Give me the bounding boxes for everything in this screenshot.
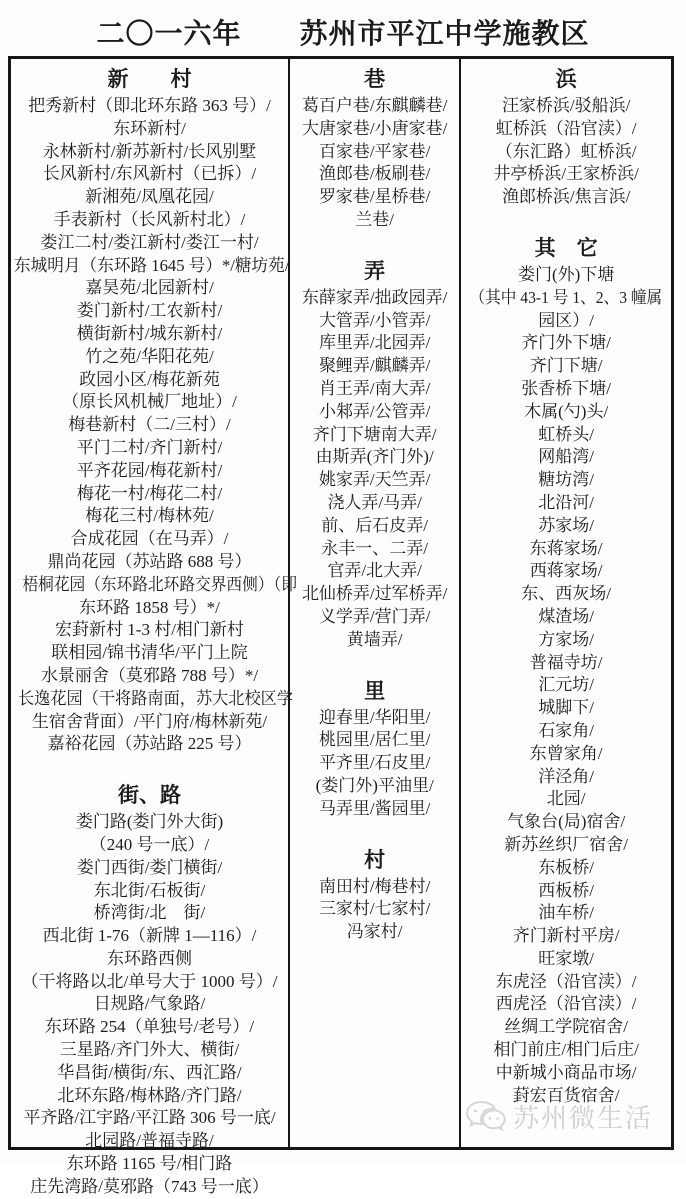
entry-line: 政园小区/梅花新苑 bbox=[79, 369, 220, 389]
entry-line: 宏葑新村 1-3 村/相门新村 bbox=[55, 620, 244, 640]
entry-line: 东环新村/ bbox=[113, 118, 186, 138]
entry-line: 城脚下/ bbox=[538, 698, 595, 718]
entry-line: 平齐花园/梅花新村/ bbox=[76, 460, 223, 480]
entry-line: 姚家弄/天竺弄/ bbox=[318, 470, 431, 490]
entry-line: 小邾弄/公管弄/ bbox=[318, 401, 431, 421]
entry-line: 迎春里/华阳里/ bbox=[318, 707, 431, 727]
entry-line: 桃园里/居仁里/ bbox=[318, 730, 431, 750]
entry-line: 东北街/石板街/ bbox=[93, 880, 206, 900]
entry-line: 手表新村（长风新村北）/ bbox=[53, 209, 246, 229]
entry-line: 齐门下塘南大弄/ bbox=[312, 424, 437, 444]
entry-line: 西板桥/ bbox=[538, 880, 595, 900]
section-header: 巷 bbox=[364, 67, 386, 91]
entry-line: 北沿河/ bbox=[538, 492, 595, 512]
entry-line: 华昌街/横街/东、西汇路/ bbox=[57, 1062, 242, 1082]
entry-line: 丝绸工学院宿舍/ bbox=[504, 1017, 629, 1037]
entry-line: 三家村/七家村/ bbox=[318, 899, 431, 919]
entry-line: 长风新村/东风新村（已拆）/ bbox=[42, 164, 257, 184]
entry-line: 相门前庄/相门后庄/ bbox=[493, 1040, 639, 1060]
watermark bbox=[465, 1098, 653, 1135]
entry-line: （东汇路）虹桥浜/ bbox=[495, 141, 637, 161]
entry-line: (娄门外)平油里/ bbox=[315, 775, 434, 795]
entry-line: 齐门下塘/ bbox=[529, 356, 603, 376]
section bbox=[11, 66, 298, 756]
section-header: 其 它 bbox=[534, 235, 598, 260]
entry-line: 方家场/ bbox=[538, 629, 595, 649]
entry-line: 渔郎桥浜/焦言浜/ bbox=[501, 187, 631, 207]
entry-line: 虹桥浜（沿官渎）/ bbox=[495, 118, 637, 138]
entry-line: 东曾家角/ bbox=[529, 743, 603, 763]
entry-line: 肖王弄/南大弄/ bbox=[318, 378, 431, 398]
section-header: 街、路 bbox=[118, 783, 181, 808]
entry-line: 苏家场/ bbox=[538, 515, 595, 535]
entry-line: 网船湾/ bbox=[538, 447, 595, 467]
entry-line: 园区）/ bbox=[538, 310, 595, 330]
entry-line: 渔郎巷/板刷巷/ bbox=[318, 164, 431, 184]
entry-line: 东蒋家场/ bbox=[529, 538, 603, 558]
entry-line: 日规路/气象路/ bbox=[93, 994, 206, 1014]
section bbox=[461, 235, 671, 1107]
school-district-table bbox=[8, 56, 674, 1196]
entry-line: 把秀新村（即北环东路 363 号）/ bbox=[28, 96, 271, 115]
table-column-xiang-long-li-cun bbox=[288, 59, 461, 1147]
section bbox=[11, 782, 288, 1199]
entry-line: 北仙桥弄/过军桥弄/ bbox=[301, 584, 448, 604]
entry-line: 东环路 1165 号/相门路 bbox=[66, 1154, 233, 1174]
entry-line: 罗家巷/星桥巷/ bbox=[318, 187, 431, 207]
entry-line: （干将路以北/单号大于 1000 号）/ bbox=[21, 971, 278, 991]
entry-line: 嘉裕花园（苏站路 225 号） bbox=[47, 734, 252, 754]
entry-line: 东、西灰场/ bbox=[521, 584, 612, 604]
section bbox=[290, 66, 459, 232]
entry-line: 娄门新村/工农新村/ bbox=[76, 301, 223, 321]
section-header: 新 村 bbox=[107, 67, 192, 91]
entry-line: 娄门(外)下塘 bbox=[518, 264, 615, 284]
entry-line: 东虎泾（沿官渎）/ bbox=[495, 971, 637, 991]
entry-line: 长逸花园（干将路南面，苏大北校区学 bbox=[18, 688, 293, 708]
page-title: 二〇一六年 苏州市平江中学施教区 bbox=[96, 19, 590, 50]
entry-line: 永林新村/新苏新村/长风别墅 bbox=[42, 141, 257, 161]
entry-line: 西北街 1-76（新牌 1—116）/ bbox=[42, 926, 257, 946]
entry-line: 黄墙弄/ bbox=[346, 629, 403, 649]
section bbox=[461, 66, 671, 209]
entry-line: 虹桥头/ bbox=[538, 424, 595, 444]
section bbox=[290, 678, 459, 821]
entry-line: 前、后石皮弄/ bbox=[321, 515, 429, 535]
entry-line: 三星路/齐门外大、横街/ bbox=[59, 1040, 240, 1060]
watermark-label: 苏州微生活 bbox=[512, 1103, 653, 1133]
entry-line: 煤渣场/ bbox=[538, 606, 595, 626]
entry-line: 梧桐花园（东环路北环路交界西侧）（即 bbox=[22, 574, 298, 594]
entry-line: 浇人弄/马弄/ bbox=[327, 492, 422, 512]
entry-line: 东环路 254（单独号/老号）/ bbox=[44, 1017, 255, 1037]
entry-line: 洋泾角/ bbox=[538, 766, 595, 786]
entry-line: 西虎泾（沿官渎）/ bbox=[495, 994, 637, 1014]
entry-line: 义学弄/营门弄/ bbox=[318, 606, 431, 626]
entry-line: 永丰一、二弄/ bbox=[321, 538, 429, 558]
entry-line: 平门二村/齐门新村/ bbox=[76, 437, 223, 457]
section-header: 村 bbox=[364, 847, 386, 872]
entry-line: 生宿舍背面）/平门府/梅林新苑/ bbox=[31, 711, 268, 731]
entry-line: 冯家村/ bbox=[346, 922, 403, 942]
entry-line: 嘉昊苑/北园新村/ bbox=[85, 278, 214, 298]
entry-line: 平齐路/江宇路/平江路 306 号一底/ bbox=[23, 1108, 276, 1128]
entry-line: 兰巷/ bbox=[355, 209, 395, 229]
entry-line: 娄门西街/娄门横街/ bbox=[76, 857, 223, 877]
entry-line: 聚鲤弄/麒麟弄/ bbox=[318, 356, 431, 376]
entry-line: 普福寺坊/ bbox=[529, 652, 603, 672]
entry-line: 桥湾街/北 街/ bbox=[93, 903, 206, 923]
table-column-xincun-jielu bbox=[11, 59, 298, 1196]
entry-line: 油车桥/ bbox=[538, 903, 595, 923]
entry-line: 官弄/北大弄/ bbox=[327, 561, 422, 581]
entry-line: 张香桥下塘/ bbox=[521, 378, 612, 398]
entry-line: 娄门路(娄门外大街) bbox=[75, 812, 224, 832]
entry-line: 梅花三村/梅林苑/ bbox=[85, 506, 214, 526]
entry-line: 汇元坊/ bbox=[538, 675, 595, 695]
entry-line: 梅巷新村（二/三村）/ bbox=[68, 415, 231, 435]
entry-line: 东薛家弄/拙政园弄/ bbox=[301, 287, 448, 307]
entry-line: 横街新村/城东新村/ bbox=[76, 323, 223, 343]
table-column-bang-qita bbox=[461, 59, 671, 1147]
entry-line: 百家巷/平家巷/ bbox=[318, 141, 431, 161]
entry-line: 石家角/ bbox=[538, 720, 595, 740]
section-header: 里 bbox=[364, 678, 386, 703]
entry-line: 竹之苑/华阳花苑/ bbox=[85, 346, 214, 366]
entry-line: 东城明月（东环路 1645 号）*/糖坊苑/ bbox=[14, 255, 290, 275]
entry-line: 旺家墩/ bbox=[538, 948, 595, 968]
section-header: 浜 bbox=[555, 67, 577, 91]
entry-line: 齐门新村平房/ bbox=[512, 926, 620, 946]
entry-line: 齐门外下塘/ bbox=[521, 333, 612, 353]
entry-line: 库里弄/北园弄/ bbox=[318, 333, 431, 353]
entry-line: 水景丽舍（莫邪路 788 号）*/ bbox=[40, 665, 259, 685]
entry-line: 大唐家巷/小唐家巷/ bbox=[301, 118, 448, 138]
section bbox=[290, 847, 459, 944]
entry-line: （原长风机械厂地址）/ bbox=[62, 392, 237, 412]
entry-line: 鼎尚花园（苏站路 688 号） bbox=[47, 551, 252, 571]
entry-line: 葛百户巷/东麒麟巷/ bbox=[301, 96, 448, 115]
entry-line: 西蒋家场/ bbox=[529, 561, 603, 581]
entry-line: 新苏丝织厂宿舍/ bbox=[504, 834, 629, 854]
entry-line: （240 号一底）/ bbox=[89, 834, 210, 854]
entry-line: 南田村/梅巷村/ bbox=[318, 876, 431, 896]
entry-line: 中新城小商品市场/ bbox=[495, 1062, 637, 1082]
entry-line: 大管弄/小管弄/ bbox=[318, 310, 431, 330]
entry-line: 东环路西侧 bbox=[107, 948, 192, 968]
chat-bubbles-icon bbox=[465, 1100, 505, 1134]
section bbox=[290, 258, 459, 652]
entry-line: 葑宏百货宿舍/ bbox=[512, 1085, 620, 1105]
entry-line: 合成花园（在马弄）/ bbox=[70, 529, 229, 549]
entry-line: 平齐里/石皮里/ bbox=[318, 753, 431, 773]
entry-line: 庄先湾路/莫邪路（743 号一底） bbox=[30, 1176, 269, 1196]
entry-line: 汪家桥浜/驳船浜/ bbox=[501, 96, 631, 115]
entry-line: 东环路 1858 号）*/ bbox=[79, 597, 220, 617]
entry-line: 井亭桥浜/王家桥浜/ bbox=[493, 164, 639, 184]
entry-line: 北环东路/梅林路/齐门路/ bbox=[57, 1085, 242, 1105]
entry-line: 糖坊湾/ bbox=[538, 470, 595, 490]
entry-line: 东板桥/ bbox=[538, 857, 595, 877]
entry-line: 新湘苑/凤凰花园/ bbox=[85, 187, 214, 207]
entry-line: 木属(勺)头/ bbox=[524, 401, 609, 421]
entry-line: 由斯弄(齐门外)/ bbox=[315, 447, 434, 467]
entry-line: 北园/ bbox=[546, 789, 586, 809]
entry-line: （其中 43-1 号 1、2、3 幢属 bbox=[469, 287, 663, 307]
entry-line: 联相园/锦书清华/平门上院 bbox=[51, 643, 248, 663]
entry-line: 北园路/普福寺路/ bbox=[85, 1131, 214, 1151]
entry-line: 气象台(局)宿舍/ bbox=[507, 812, 626, 832]
entry-line: 娄江二村/娄江新村/娄江一村/ bbox=[40, 232, 259, 252]
entry-line: 马弄里/酱园里/ bbox=[318, 798, 431, 818]
section-header: 弄 bbox=[364, 258, 386, 283]
entry-line: 梅花一村/梅花二村/ bbox=[76, 483, 223, 503]
